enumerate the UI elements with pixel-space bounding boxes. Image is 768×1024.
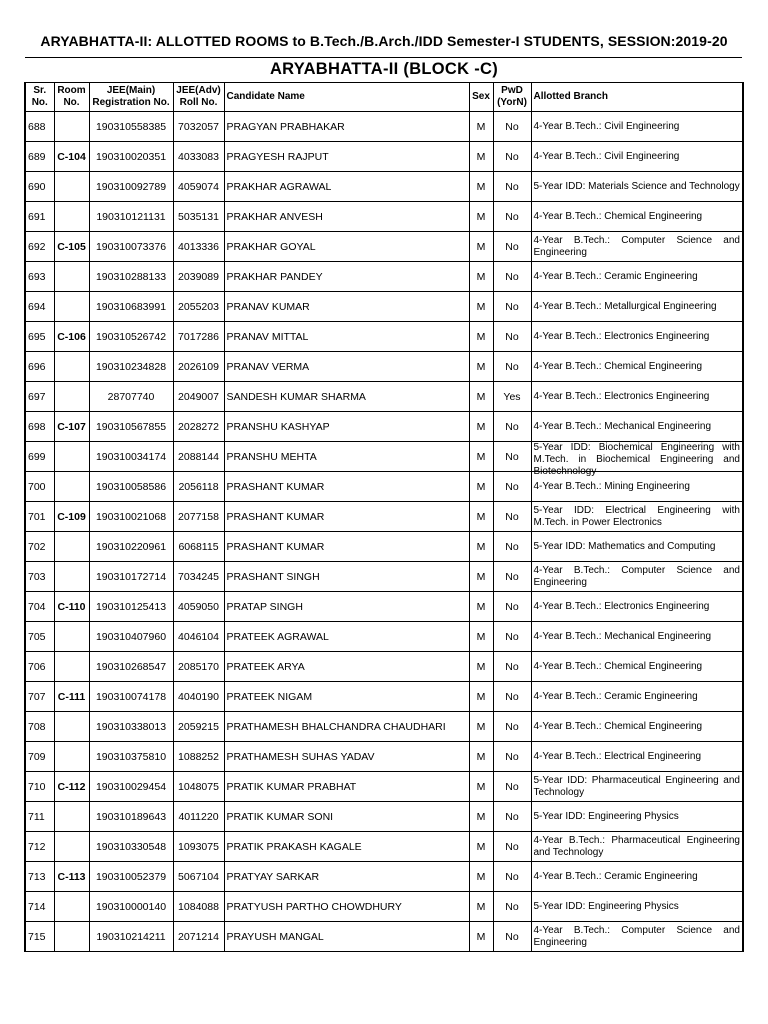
cell-allotted-branch [531,412,743,442]
cell-room-no [54,292,89,322]
cell-candidate-name: PRAYUSH MANGAL [224,922,469,952]
branch-text: 4-Year B.Tech.: Computer Science and Engineering [533,234,740,258]
cell-allotted-branch [531,862,743,892]
cell-room-no [54,562,89,592]
branch-text: 4-Year B.Tech.: Pharmaceutical Engineering and Technology [533,834,740,858]
branch-text: 4-Year B.Tech.: Electrical Engineering [533,750,701,762]
branch-text: 4-Year B.Tech.: Mining Engineering [533,480,690,492]
cell-jee-main-reg: 190310234828 [89,352,173,382]
cell-allotted-branch [531,502,743,532]
cell-sr-no: 704 [25,592,54,622]
cell-pwd: No [493,712,531,742]
cell-pwd: No [493,142,531,172]
cell-allotted-branch [531,742,743,772]
table-row [25,232,743,262]
cell-pwd: No [493,802,531,832]
table-row [25,292,743,322]
cell-candidate-name: PRATIK KUMAR SONI [224,802,469,832]
cell-pwd: No [493,892,531,922]
cell-jee-main-reg: 190310526742 [89,322,173,352]
cell-sex: M [469,172,493,202]
table-row [25,472,743,502]
cell-jee-main-reg: 190310172714 [89,562,173,592]
cell-sr-no: 708 [25,712,54,742]
cell-pwd: No [493,292,531,322]
cell-sex: M [469,682,493,712]
cell-candidate-name: PRAKHAR ANVESH [224,202,469,232]
branch-text: 4-Year B.Tech.: Metallurgical Engineering [533,300,717,312]
cell-allotted-branch [531,142,743,172]
cell-jee-main-reg: 190310268547 [89,652,173,682]
branch-text: 4-Year B.Tech.: Civil Engineering [533,150,680,162]
cell-jee-main-reg: 190310034174 [89,442,173,472]
cell-room-no [54,742,89,772]
cell-sex: M [469,562,493,592]
cell-pwd: No [493,502,531,532]
cell-candidate-name: PRASHANT KUMAR [224,472,469,502]
cell-sr-no: 703 [25,562,54,592]
cell-sex: M [469,322,493,352]
header-jee-adv: JEE(Adv) Roll No. [173,83,224,112]
cell-jee-adv-roll: 5067104 [173,862,224,892]
cell-pwd: No [493,622,531,652]
cell-allotted-branch [531,562,743,592]
cell-candidate-name: PRATHAMESH BHALCHANDRA CHAUDHARI [224,712,469,742]
cell-sr-no: 710 [25,772,54,802]
table-row [25,592,743,622]
cell-candidate-name: PRANSHU KASHYAP [224,412,469,442]
cell-allotted-branch [531,202,743,232]
branch-text: 4-Year B.Tech.: Mechanical Engineering [533,420,712,432]
cell-candidate-name: PRANAV MITTAL [224,322,469,352]
cell-jee-main-reg: 190310021068 [89,502,173,532]
branch-text: 5-Year IDD: Materials Science and Technology [533,180,740,192]
cell-jee-adv-roll: 4046104 [173,622,224,652]
cell-sr-no: 712 [25,832,54,862]
cell-allotted-branch [531,922,743,952]
cell-sr-no: 690 [25,172,54,202]
cell-jee-adv-roll: 2055203 [173,292,224,322]
branch-text: 5-Year IDD: Engineering Physics [533,900,679,912]
cell-room-no: C-111 [54,682,89,712]
header-sr-no: Sr. No. [25,83,54,112]
cell-candidate-name: PRATYAY SARKAR [224,862,469,892]
cell-sex: M [469,112,493,142]
cell-candidate-name: PRANAV KUMAR [224,292,469,322]
table-row [25,922,743,952]
cell-sex: M [469,442,493,472]
cell-sr-no: 701 [25,502,54,532]
table-row [25,682,743,712]
cell-sr-no: 706 [25,652,54,682]
cell-sex: M [469,292,493,322]
cell-pwd: No [493,352,531,382]
table-row [25,802,743,832]
branch-text: 4-Year B.Tech.: Ceramic Engineering [533,270,698,282]
cell-jee-adv-roll: 6068115 [173,532,224,562]
cell-sex: M [469,802,493,832]
allotment-table [24,82,744,952]
cell-room-no [54,832,89,862]
cell-jee-main-reg: 190310558385 [89,112,173,142]
cell-jee-adv-roll: 4013336 [173,232,224,262]
cell-allotted-branch [531,112,743,142]
cell-sr-no: 696 [25,352,54,382]
cell-pwd: No [493,922,531,952]
cell-pwd: No [493,592,531,622]
cell-pwd: No [493,262,531,292]
cell-room-no [54,202,89,232]
cell-sex: M [469,532,493,562]
cell-jee-adv-roll: 7032057 [173,112,224,142]
cell-room-no [54,802,89,832]
cell-sex: M [469,142,493,172]
cell-jee-main-reg: 190310052379 [89,862,173,892]
cell-allotted-branch [531,292,743,322]
cell-jee-main-reg: 190310073376 [89,232,173,262]
branch-text: 4-Year B.Tech.: Electronics Engineering [533,600,710,612]
cell-candidate-name: PRATIK PRAKASH KAGALE [224,832,469,862]
cell-room-no [54,892,89,922]
cell-candidate-name: PRATEEK AGRAWAL [224,622,469,652]
cell-pwd: No [493,652,531,682]
cell-candidate-name: PRAKHAR AGRAWAL [224,172,469,202]
cell-sex: M [469,412,493,442]
cell-jee-adv-roll: 2077158 [173,502,224,532]
cell-sr-no: 693 [25,262,54,292]
table-row [25,112,743,142]
cell-candidate-name: PRANAV VERMA [224,352,469,382]
cell-sex: M [469,712,493,742]
cell-allotted-branch [531,652,743,682]
table-row [25,742,743,772]
cell-jee-main-reg: 190310330548 [89,832,173,862]
cell-pwd: No [493,742,531,772]
cell-jee-adv-roll: 2071214 [173,922,224,952]
cell-pwd: No [493,322,531,352]
cell-jee-main-reg: 190310220961 [89,532,173,562]
branch-text: 4-Year B.Tech.: Computer Science and Engineering [533,924,740,948]
cell-jee-main-reg: 190310074178 [89,682,173,712]
cell-pwd: No [493,172,531,202]
cell-jee-main-reg: 190310407960 [89,622,173,652]
cell-allotted-branch [531,172,743,202]
cell-sr-no: 691 [25,202,54,232]
cell-sr-no: 689 [25,142,54,172]
table-row [25,712,743,742]
cell-room-no [54,622,89,652]
table-row [25,652,743,682]
table-row [25,862,743,892]
cell-jee-main-reg: 190310029454 [89,772,173,802]
cell-room-no [54,472,89,502]
header-jee-main: JEE(Main) Registration No. [89,83,173,112]
table-row [25,622,743,652]
cell-pwd: No [493,862,531,892]
table-row [25,172,743,202]
cell-room-no [54,172,89,202]
cell-pwd: No [493,532,531,562]
cell-sr-no: 713 [25,862,54,892]
cell-jee-adv-roll: 7017286 [173,322,224,352]
cell-jee-adv-roll: 2059215 [173,712,224,742]
cell-jee-adv-roll: 4059050 [173,592,224,622]
table-row [25,412,743,442]
cell-pwd: No [493,772,531,802]
cell-sr-no: 702 [25,532,54,562]
cell-sr-no: 695 [25,322,54,352]
cell-sr-no: 692 [25,232,54,262]
cell-pwd: No [493,232,531,262]
branch-text: 5-Year IDD: Mathematics and Computing [533,540,716,552]
branch-text: 5-Year IDD: Engineering Physics [533,810,679,822]
cell-jee-adv-roll: 2026109 [173,352,224,382]
cell-sr-no: 697 [25,382,54,412]
cell-candidate-name: PRATAP SINGH [224,592,469,622]
cell-room-no: C-105 [54,232,89,262]
cell-allotted-branch [531,892,743,922]
cell-jee-adv-roll: 2088144 [173,442,224,472]
cell-room-no [54,352,89,382]
cell-jee-adv-roll: 2028272 [173,412,224,442]
cell-candidate-name: PRATEEK ARYA [224,652,469,682]
cell-room-no: C-113 [54,862,89,892]
cell-sex: M [469,352,493,382]
cell-pwd: No [493,832,531,862]
cell-sex: M [469,772,493,802]
cell-candidate-name: PRAKHAR GOYAL [224,232,469,262]
cell-jee-adv-roll: 1048075 [173,772,224,802]
cell-sr-no: 700 [25,472,54,502]
cell-candidate-name: PRASHANT KUMAR [224,502,469,532]
cell-room-no [54,262,89,292]
cell-candidate-name: PRATHAMESH SUHAS YADAV [224,742,469,772]
branch-text: 4-Year B.Tech.: Chemical Engineering [533,660,703,672]
branch-text: 4-Year B.Tech.: Chemical Engineering [533,720,703,732]
branch-text: 5-Year IDD: Biochemical Engineering with M.Tech. in Biochemical Engineering and Biotechnology [533,442,740,477]
cell-jee-adv-roll: 4059074 [173,172,224,202]
cell-room-no: C-106 [54,322,89,352]
cell-allotted-branch [531,382,743,412]
cell-jee-adv-roll: 1093075 [173,832,224,862]
branch-text: 4-Year B.Tech.: Electronics Engineering [533,390,710,402]
cell-allotted-branch [531,802,743,832]
cell-candidate-name: PRASHANT KUMAR [224,532,469,562]
table-row [25,202,743,232]
table-row [25,892,743,922]
cell-allotted-branch [531,322,743,352]
cell-sr-no: 694 [25,292,54,322]
cell-sex: M [469,202,493,232]
title-divider [25,57,742,58]
cell-jee-adv-roll: 1084088 [173,892,224,922]
cell-room-no [54,652,89,682]
cell-sex: M [469,832,493,862]
branch-text: 4-Year B.Tech.: Chemical Engineering [533,210,703,222]
cell-allotted-branch [531,262,743,292]
cell-room-no [54,922,89,952]
document-title: ARYABHATTA-II: ALLOTTED ROOMS to B.Tech./B.Arch./IDD Semester-I STUDENTS, SESSION:2019-20 [40,33,728,49]
branch-text: 4-Year B.Tech.: Ceramic Engineering [533,690,698,702]
branch-text: 4-Year B.Tech.: Civil Engineering [533,120,680,132]
cell-pwd: No [493,442,531,472]
cell-sex: M [469,262,493,292]
cell-candidate-name: PRANSHU MEHTA [224,442,469,472]
cell-jee-main-reg: 190310214211 [89,922,173,952]
branch-text: 4-Year B.Tech.: Electronics Engineering [533,330,710,342]
table-header-row [25,83,743,112]
cell-allotted-branch [531,832,743,862]
cell-jee-adv-roll: 7034245 [173,562,224,592]
cell-jee-main-reg: 190310375810 [89,742,173,772]
cell-sex: M [469,622,493,652]
cell-room-no: C-109 [54,502,89,532]
cell-allotted-branch [531,232,743,262]
table-row [25,322,743,352]
cell-allotted-branch [531,532,743,562]
cell-candidate-name: PRAGYAN PRABHAKAR [224,112,469,142]
cell-jee-main-reg: 190310683991 [89,292,173,322]
cell-allotted-branch [531,772,743,802]
cell-sex: M [469,742,493,772]
cell-sr-no: 699 [25,442,54,472]
cell-room-no [54,712,89,742]
cell-sex: M [469,862,493,892]
cell-sex: M [469,232,493,262]
block-title: ARYABHATTA-II (BLOCK -C) [269,60,499,78]
cell-sr-no: 709 [25,742,54,772]
cell-candidate-name: SANDESH KUMAR SHARMA [224,382,469,412]
cell-allotted-branch [531,442,743,477]
cell-room-no: C-112 [54,772,89,802]
cell-sr-no: 711 [25,802,54,832]
cell-jee-adv-roll: 4033083 [173,142,224,172]
cell-allotted-branch [531,682,743,712]
table-row [25,562,743,592]
table-row [25,262,743,292]
cell-candidate-name: PRATIK KUMAR PRABHAT [224,772,469,802]
cell-sex: M [469,892,493,922]
branch-text: 4-Year B.Tech.: Computer Science and Engineering [533,564,740,588]
cell-pwd: No [493,202,531,232]
cell-jee-main-reg: 28707740 [89,382,173,412]
cell-candidate-name: PRAKHAR PANDEY [224,262,469,292]
cell-allotted-branch [531,712,743,742]
cell-sr-no: 698 [25,412,54,442]
cell-room-no [54,112,89,142]
table-row [25,352,743,382]
cell-sex: M [469,472,493,502]
cell-candidate-name: PRAGYESH RAJPUT [224,142,469,172]
cell-room-no [54,532,89,562]
cell-room-no [54,442,89,472]
branch-text: 5-Year IDD: Electrical Engineering with M.Tech. in Power Electronics [533,504,740,528]
cell-candidate-name: PRASHANT SINGH [224,562,469,592]
table-row [25,772,743,802]
cell-sr-no: 715 [25,922,54,952]
table-row [25,382,743,412]
cell-jee-main-reg: 190310058586 [89,472,173,502]
cell-allotted-branch [531,592,743,622]
cell-pwd: No [493,112,531,142]
cell-pwd: No [493,682,531,712]
cell-sr-no: 707 [25,682,54,712]
cell-pwd: Yes [493,382,531,412]
cell-jee-main-reg: 190310000140 [89,892,173,922]
header-room-no: Room No. [54,83,89,112]
table-row [25,832,743,862]
table-row [25,442,743,472]
header-sex: Sex [469,83,493,112]
cell-pwd: No [493,412,531,442]
cell-jee-main-reg: 190310567855 [89,412,173,442]
cell-room-no: C-104 [54,142,89,172]
cell-jee-adv-roll: 4011220 [173,802,224,832]
branch-text: 4-Year B.Tech.: Chemical Engineering [533,360,703,372]
cell-sex: M [469,922,493,952]
cell-jee-adv-roll: 2056118 [173,472,224,502]
cell-room-no [54,382,89,412]
table-row [25,142,743,172]
branch-text: 4-Year B.Tech.: Ceramic Engineering [533,870,698,882]
cell-jee-adv-roll: 4040190 [173,682,224,712]
table-row [25,502,743,532]
cell-sex: M [469,382,493,412]
cell-jee-adv-roll: 2085170 [173,652,224,682]
cell-candidate-name: PRATYUSH PARTHO CHOWDHURY [224,892,469,922]
cell-room-no: C-107 [54,412,89,442]
cell-sr-no: 705 [25,622,54,652]
cell-pwd: No [493,562,531,592]
cell-jee-adv-roll: 5035131 [173,202,224,232]
cell-sr-no: 714 [25,892,54,922]
cell-room-no: C-110 [54,592,89,622]
cell-jee-main-reg: 190310092789 [89,172,173,202]
cell-jee-main-reg: 190310121131 [89,202,173,232]
cell-jee-main-reg: 190310020351 [89,142,173,172]
cell-sex: M [469,502,493,532]
cell-sr-no: 688 [25,112,54,142]
header-allotted-branch: Allotted Branch [531,83,743,112]
cell-sex: M [469,592,493,622]
cell-sex: M [469,652,493,682]
cell-jee-main-reg: 190310125413 [89,592,173,622]
cell-allotted-branch [531,352,743,382]
table-row [25,532,743,562]
branch-text: 5-Year IDD: Pharmaceutical Engineering and Technology [533,774,740,798]
cell-allotted-branch [531,622,743,652]
cell-jee-adv-roll: 2049007 [173,382,224,412]
cell-candidate-name: PRATEEK NIGAM [224,682,469,712]
header-pwd: PwD (YorN) [493,83,531,112]
cell-jee-main-reg: 190310288133 [89,262,173,292]
cell-jee-adv-roll: 1088252 [173,742,224,772]
header-candidate-name: Candidate Name [224,83,469,112]
cell-jee-main-reg: 190310338013 [89,712,173,742]
cell-jee-main-reg: 190310189643 [89,802,173,832]
cell-pwd: No [493,472,531,502]
branch-text: 4-Year B.Tech.: Mechanical Engineering [533,630,712,642]
cell-jee-adv-roll: 2039089 [173,262,224,292]
